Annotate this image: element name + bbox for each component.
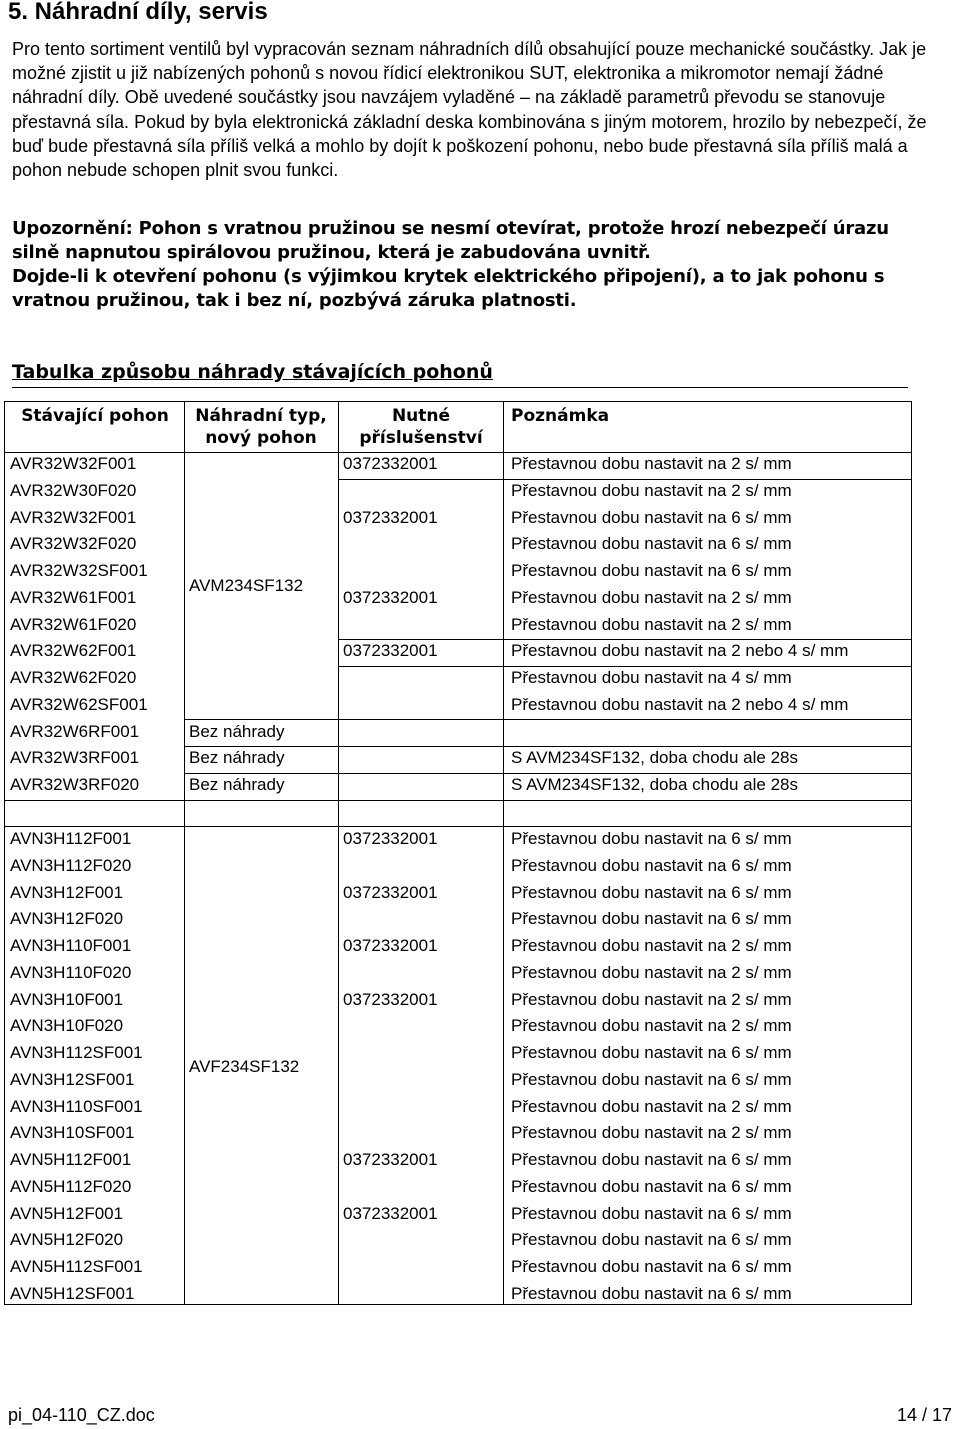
group2-row-note: Přestavnou dobu nastavit na 6 s/ mm xyxy=(511,882,792,902)
row-rule xyxy=(184,773,911,774)
group1-row-note: Přestavnou dobu nastavit na 2 s/ mm xyxy=(511,480,792,500)
group2-row-note: Přestavnou dobu nastavit na 6 s/ mm xyxy=(511,1230,792,1250)
group2-row-note: Přestavnou dobu nastavit na 2 s/ mm xyxy=(511,989,792,1009)
group1-replacement: AVM234SF132 xyxy=(189,576,304,595)
footer-page-number: 14 / 17 xyxy=(896,1405,952,1425)
group2-row-note: Přestavnou dobu nastavit na 2 s/ mm xyxy=(511,962,792,982)
column-divider xyxy=(503,402,504,1304)
column-divider xyxy=(184,402,185,1304)
group2-row-accessory: 0372332001 xyxy=(343,989,438,1009)
group2-row-note: Přestavnou dobu nastavit na 6 s/ mm xyxy=(511,1069,792,1089)
group1-row-accessory: 0372332001 xyxy=(343,641,438,661)
group1-row-current: AVR32W62F001 xyxy=(10,641,137,661)
group2-row-accessory: 0372332001 xyxy=(343,1150,438,1169)
header-replacement-line2: nový pohon xyxy=(205,428,317,448)
group2-row-current: AVN5H112SF001 xyxy=(10,1257,143,1276)
group2-row-note: Přestavnou dobu nastavit na 6 s/ mm xyxy=(511,1043,792,1062)
group1-row-current: AVR32W3RF020 xyxy=(10,775,140,794)
group1-row-note: Přestavnou dobu nastavit na 6 s/ mm xyxy=(511,534,792,554)
group1-row-accessory: 0372332001 xyxy=(343,587,438,607)
header-note: Poznámka xyxy=(511,406,610,426)
header-current: Stávající pohon xyxy=(21,406,169,426)
group2-row-current: AVN5H12F001 xyxy=(10,1203,124,1223)
group2-row-current: AVN3H112F001 xyxy=(10,829,132,848)
group1-row-note: Přestavnou dobu nastavit na 2 s/ mm xyxy=(511,587,792,607)
group2-row-note: Přestavnou dobu nastavit na 6 s/ mm xyxy=(511,1257,792,1276)
group2-row-current: AVN5H12SF001 xyxy=(10,1283,135,1303)
group1-row-replacement: Bez náhrady xyxy=(189,721,285,741)
group2-row-note: Přestavnou dobu nastavit na 2 s/ mm xyxy=(511,1016,792,1036)
group2-row-current: AVN3H110F020 xyxy=(10,962,132,982)
group1-row-current: AVR32W61F001 xyxy=(10,587,137,607)
group2-row-current: AVN3H110F001 xyxy=(10,936,132,955)
group2-row-note: Přestavnou dobu nastavit na 2 s/ mm xyxy=(511,1096,792,1116)
group1-row-note: Přestavnou dobu nastavit na 2 nebo 4 s/ mm xyxy=(511,641,849,661)
warning-block xyxy=(12,217,932,313)
group2-row-current: AVN3H12F001 xyxy=(10,882,124,902)
group2-row-note: Přestavnou dobu nastavit na 6 s/ mm xyxy=(511,855,792,875)
group1-row-current: AVR32W32F001 xyxy=(10,507,137,527)
group2-row-note: Přestavnou dobu nastavit na 6 s/ mm xyxy=(511,829,792,848)
group2-row-current: AVN5H112F020 xyxy=(10,1176,132,1196)
header-accessories-line1: Nutné xyxy=(391,406,451,426)
group-separator xyxy=(5,826,911,827)
group2-row-note: Přestavnou dobu nastavit na 2 s/ mm xyxy=(511,936,792,955)
group1-row-note: Přestavnou dobu nastavit na 2 nebo 4 s/ mm xyxy=(511,694,849,714)
group1-row-note: S AVM234SF132, doba chodu ale 28s xyxy=(511,748,798,768)
group2-row-accessory: 0372332001 xyxy=(343,1203,438,1223)
footer-filename: pi_04-110_CZ.doc xyxy=(8,1405,155,1425)
replacement-table xyxy=(4,401,912,1305)
group2-row-note: Přestavnou dobu nastavit na 6 s/ mm xyxy=(511,1203,792,1223)
group1-row-note: Přestavnou dobu nastavit na 4 s/ mm xyxy=(511,668,792,687)
group1-row-replacement: Bez náhrady xyxy=(189,775,285,794)
row-rule xyxy=(184,719,911,720)
group2-row-current: AVN3H12SF001 xyxy=(10,1069,135,1089)
group2-row-current: AVN3H112F020 xyxy=(10,855,132,875)
group2-row-accessory: 0372332001 xyxy=(343,936,438,955)
row-rule xyxy=(338,639,911,640)
group2-replacement: AVF234SF132 xyxy=(189,1057,300,1076)
header-accessories-line2: příslušenství xyxy=(359,428,483,448)
section-heading: 5. Náhradní díly, servis xyxy=(8,0,268,25)
group2-row-note: Přestavnou dobu nastavit na 6 s/ mm xyxy=(511,1150,792,1169)
group1-row-note: S AVM234SF132, doba chodu ale 28s xyxy=(511,775,798,794)
group2-row-current: AVN3H10F001 xyxy=(10,989,124,1009)
group1-row-current: AVR32W30F020 xyxy=(10,480,137,500)
group1-row-accessory: 0372332001 xyxy=(343,507,438,527)
row-rule xyxy=(184,746,911,747)
header-replacement-line1: Náhradní typ, xyxy=(195,406,327,426)
group2-row-current: AVN3H12F020 xyxy=(10,909,124,929)
group1-row-current: AVR32W32SF001 xyxy=(10,561,148,580)
warning-warranty: Dojde-li k otevření pohonu (s výjimkou krytek elektrického připojení), a to jak pohonu s vratnou pružinou, tak i bez ní, pozbývá záruka platnosti. xyxy=(12,266,885,311)
group1-row-current: AVR32W3RF001 xyxy=(10,748,140,768)
group1-row-current: AVR32W32F001 xyxy=(10,454,137,473)
group2-row-current: AVN3H112SF001 xyxy=(10,1043,143,1062)
group2-row-note: Přestavnou dobu nastavit na 6 s/ mm xyxy=(511,1283,792,1303)
group1-row-current: AVR32W62SF001 xyxy=(10,694,148,714)
group2-row-current: AVN3H110SF001 xyxy=(10,1096,143,1116)
table-title: Tabulka způsobu náhrady stávajících pohonů xyxy=(12,361,493,383)
group2-row-note: Přestavnou dobu nastavit na 2 s/ mm xyxy=(511,1123,792,1143)
header-rule xyxy=(5,452,911,453)
group1-row-note: Přestavnou dobu nastavit na 2 s/ mm xyxy=(511,454,792,473)
row-rule xyxy=(338,666,911,667)
group1-row-note: Přestavnou dobu nastavit na 6 s/ mm xyxy=(511,507,792,527)
group2-row-current: AVN3H10SF001 xyxy=(10,1123,135,1143)
group1-row-current: AVR32W32F020 xyxy=(10,534,137,554)
group2-row-current: AVN3H10F020 xyxy=(10,1016,124,1036)
intro-paragraph: Pro tento sortiment ventilů byl vypracován seznam náhradních dílů obsahující pouze mechanické součástky. Jak je možné zjistit u již nabízených pohonů s novou řídicí elektronikou SUT, elektronika a mikromotor nemají žádné náhradní díly. Obě uvedené součástky jsou navzájem vyladěné – na základě parametrů převodu se stanovuje přestavná síla. Pokud by byla elektronická základní deska kombinována s jiným motorem, hrozilo by nebezpečí, že buď bude přestavná síla příliš velká a mohlo by dojít k poškození pohonu, nebo bude přestavná síla příliš malá a pohon nebude schopen plnit svou funkci. xyxy=(12,39,927,181)
group2-row-accessory: 0372332001 xyxy=(343,829,438,848)
group2-row-current: AVN5H112F001 xyxy=(10,1150,132,1169)
group1-row-current: AVR32W61F020 xyxy=(10,614,137,634)
group-separator xyxy=(5,800,911,801)
group1-row-replacement: Bez náhrady xyxy=(189,748,285,768)
group1-row-current: AVR32W62F020 xyxy=(10,668,137,687)
group1-row-note: Přestavnou dobu nastavit na 6 s/ mm xyxy=(511,561,792,580)
group1-row-note: Přestavnou dobu nastavit na 2 s/ mm xyxy=(511,614,792,634)
group2-row-accessory: 0372332001 xyxy=(343,882,438,902)
column-divider xyxy=(338,402,339,1304)
warning-spring: Upozornění: Pohon s vratnou pružinou se nesmí otevírat, protože hrozí nebezpečí úrazu silně napnutou spirálovou pružinou, která je zabudována uvnitř. xyxy=(12,218,889,263)
group1-row-accessory: 0372332001 xyxy=(343,454,438,473)
title-rule xyxy=(12,387,908,388)
group2-row-note: Přestavnou dobu nastavit na 6 s/ mm xyxy=(511,909,792,929)
group1-row-current: AVR32W6RF001 xyxy=(10,721,140,741)
group2-row-note: Přestavnou dobu nastavit na 6 s/ mm xyxy=(511,1176,792,1196)
group2-row-current: AVN5H12F020 xyxy=(10,1230,124,1250)
header-replacement xyxy=(189,405,333,449)
header-accessories xyxy=(343,405,499,449)
